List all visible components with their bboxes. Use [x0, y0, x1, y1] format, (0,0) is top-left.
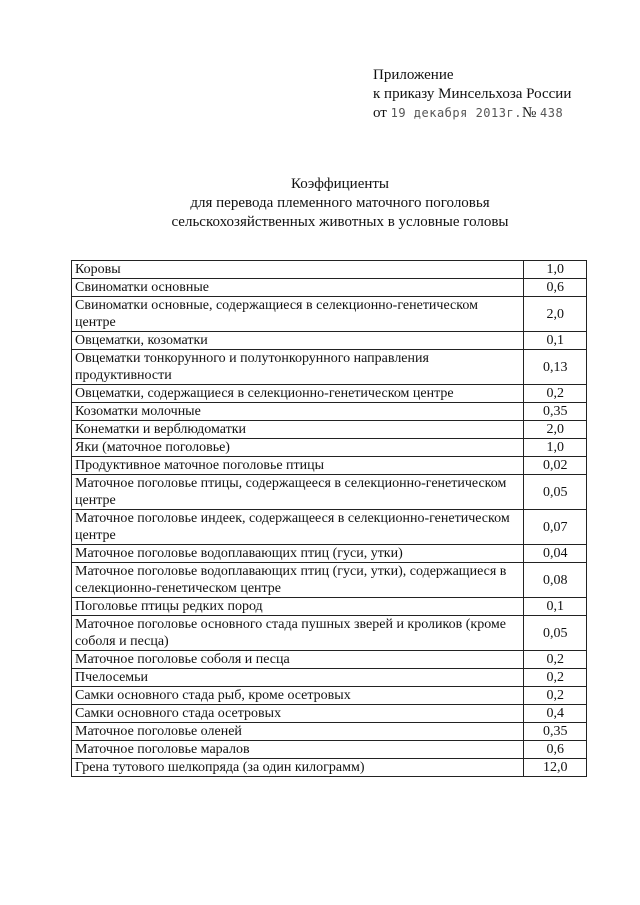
title-subtitle-1: для перевода племенного маточного поголовья	[190, 195, 490, 211]
table-row	[72, 439, 587, 457]
coefficient-cell: 0,2	[524, 651, 587, 669]
animal-category-cell: Поголовье птицы редких пород	[72, 598, 524, 616]
table-row	[72, 687, 587, 705]
number-stamp: 438	[540, 106, 564, 120]
coefficient-cell: 0,1	[524, 598, 587, 616]
animal-category-cell: Коровы	[72, 261, 524, 279]
coefficient-cell: 2,0	[524, 297, 587, 332]
title-heading: Коэффициенты	[290, 176, 390, 192]
table-row	[72, 457, 587, 475]
coefficient-cell: 0,2	[524, 385, 587, 403]
coefficient-cell: 0,05	[524, 616, 587, 651]
appendix-order-reference: к приказу Минсельхоза России	[373, 86, 572, 102]
table-row	[72, 403, 587, 421]
number-label: №	[521, 105, 537, 121]
animal-category-cell: Маточное поголовье водоплавающих птиц (гуси, утки), содержащиеся в селекционно-генетическом центре	[72, 563, 524, 598]
appendix-date-line	[373, 104, 571, 123]
coefficient-cell: 0,13	[524, 350, 587, 385]
date-stamp: 19 декабря 2013г.	[390, 106, 522, 120]
animal-category-cell: Самки основного стада осетровых	[72, 705, 524, 723]
coefficient-cell: 0,07	[524, 510, 587, 545]
document-title	[120, 175, 560, 232]
animal-category-cell: Продуктивное маточное поголовье птицы	[72, 457, 524, 475]
coefficient-cell: 0,2	[524, 669, 587, 687]
table-row	[72, 475, 587, 510]
animal-category-cell: Яки (маточное поголовье)	[72, 439, 524, 457]
table-row	[72, 616, 587, 651]
table-row	[72, 510, 587, 545]
coefficients-table-body	[72, 261, 587, 777]
animal-category-cell: Маточное поголовье маралов	[72, 741, 524, 759]
coefficients-table	[71, 260, 587, 777]
date-prefix: от	[373, 105, 387, 121]
coefficient-cell: 0,6	[524, 279, 587, 297]
coefficient-cell: 0,35	[524, 723, 587, 741]
table-row	[72, 261, 587, 279]
animal-category-cell: Овцематки тонкорунного и полутонкорунного направления продуктивности	[72, 350, 524, 385]
table-row	[72, 759, 587, 777]
coefficient-cell: 0,08	[524, 563, 587, 598]
appendix-title: Приложение	[373, 67, 454, 83]
animal-category-cell: Овцематки, содержащиеся в селекционно-генетическом центре	[72, 385, 524, 403]
animal-category-cell: Маточное поголовье основного стада пушных зверей и кроликов (кроме соболя и песца)	[72, 616, 524, 651]
table-row	[72, 350, 587, 385]
coefficient-cell: 0,02	[524, 457, 587, 475]
coefficient-cell: 0,04	[524, 545, 587, 563]
table-row	[72, 385, 587, 403]
coefficient-cell: 0,1	[524, 332, 587, 350]
coefficient-cell: 2,0	[524, 421, 587, 439]
coefficient-cell: 0,4	[524, 705, 587, 723]
animal-category-cell: Маточное поголовье индеек, содержащееся в селекционно-генетическом центре	[72, 510, 524, 545]
table-row	[72, 598, 587, 616]
animal-category-cell: Конематки и верблюдоматки	[72, 421, 524, 439]
animal-category-cell: Маточное поголовье соболя и песца	[72, 651, 524, 669]
table-row	[72, 651, 587, 669]
animal-category-cell: Грена тутового шелкопряда (за один килограмм)	[72, 759, 524, 777]
table-row	[72, 741, 587, 759]
coefficient-cell: 0,05	[524, 475, 587, 510]
coefficient-cell: 1,0	[524, 261, 587, 279]
animal-category-cell: Самки основного стада рыб, кроме осетровых	[72, 687, 524, 705]
animal-category-cell: Маточное поголовье птицы, содержащееся в селекционно-генетическом центре	[72, 475, 524, 510]
table-row	[72, 332, 587, 350]
table-row	[72, 297, 587, 332]
animal-category-cell: Маточное поголовье водоплавающих птиц (гуси, утки)	[72, 545, 524, 563]
animal-category-cell: Козоматки молочные	[72, 403, 524, 421]
coefficient-cell: 0,35	[524, 403, 587, 421]
table-row	[72, 421, 587, 439]
coefficient-cell: 0,6	[524, 741, 587, 759]
coefficient-cell: 12,0	[524, 759, 587, 777]
title-subtitle-2: сельскохозяйственных животных в условные головы	[171, 214, 509, 230]
table-row	[72, 279, 587, 297]
table-row	[72, 705, 587, 723]
coefficient-cell: 0,2	[524, 687, 587, 705]
appendix-header	[373, 66, 571, 123]
coefficient-cell: 1,0	[524, 439, 587, 457]
animal-category-cell: Свиноматки основные	[72, 279, 524, 297]
animal-category-cell: Свиноматки основные, содержащиеся в селекционно-генетическом центре	[72, 297, 524, 332]
animal-category-cell: Маточное поголовье оленей	[72, 723, 524, 741]
animal-category-cell: Овцематки, козоматки	[72, 332, 524, 350]
table-row	[72, 563, 587, 598]
animal-category-cell: Пчелосемьи	[72, 669, 524, 687]
table-row	[72, 723, 587, 741]
table-row	[72, 545, 587, 563]
table-row	[72, 669, 587, 687]
